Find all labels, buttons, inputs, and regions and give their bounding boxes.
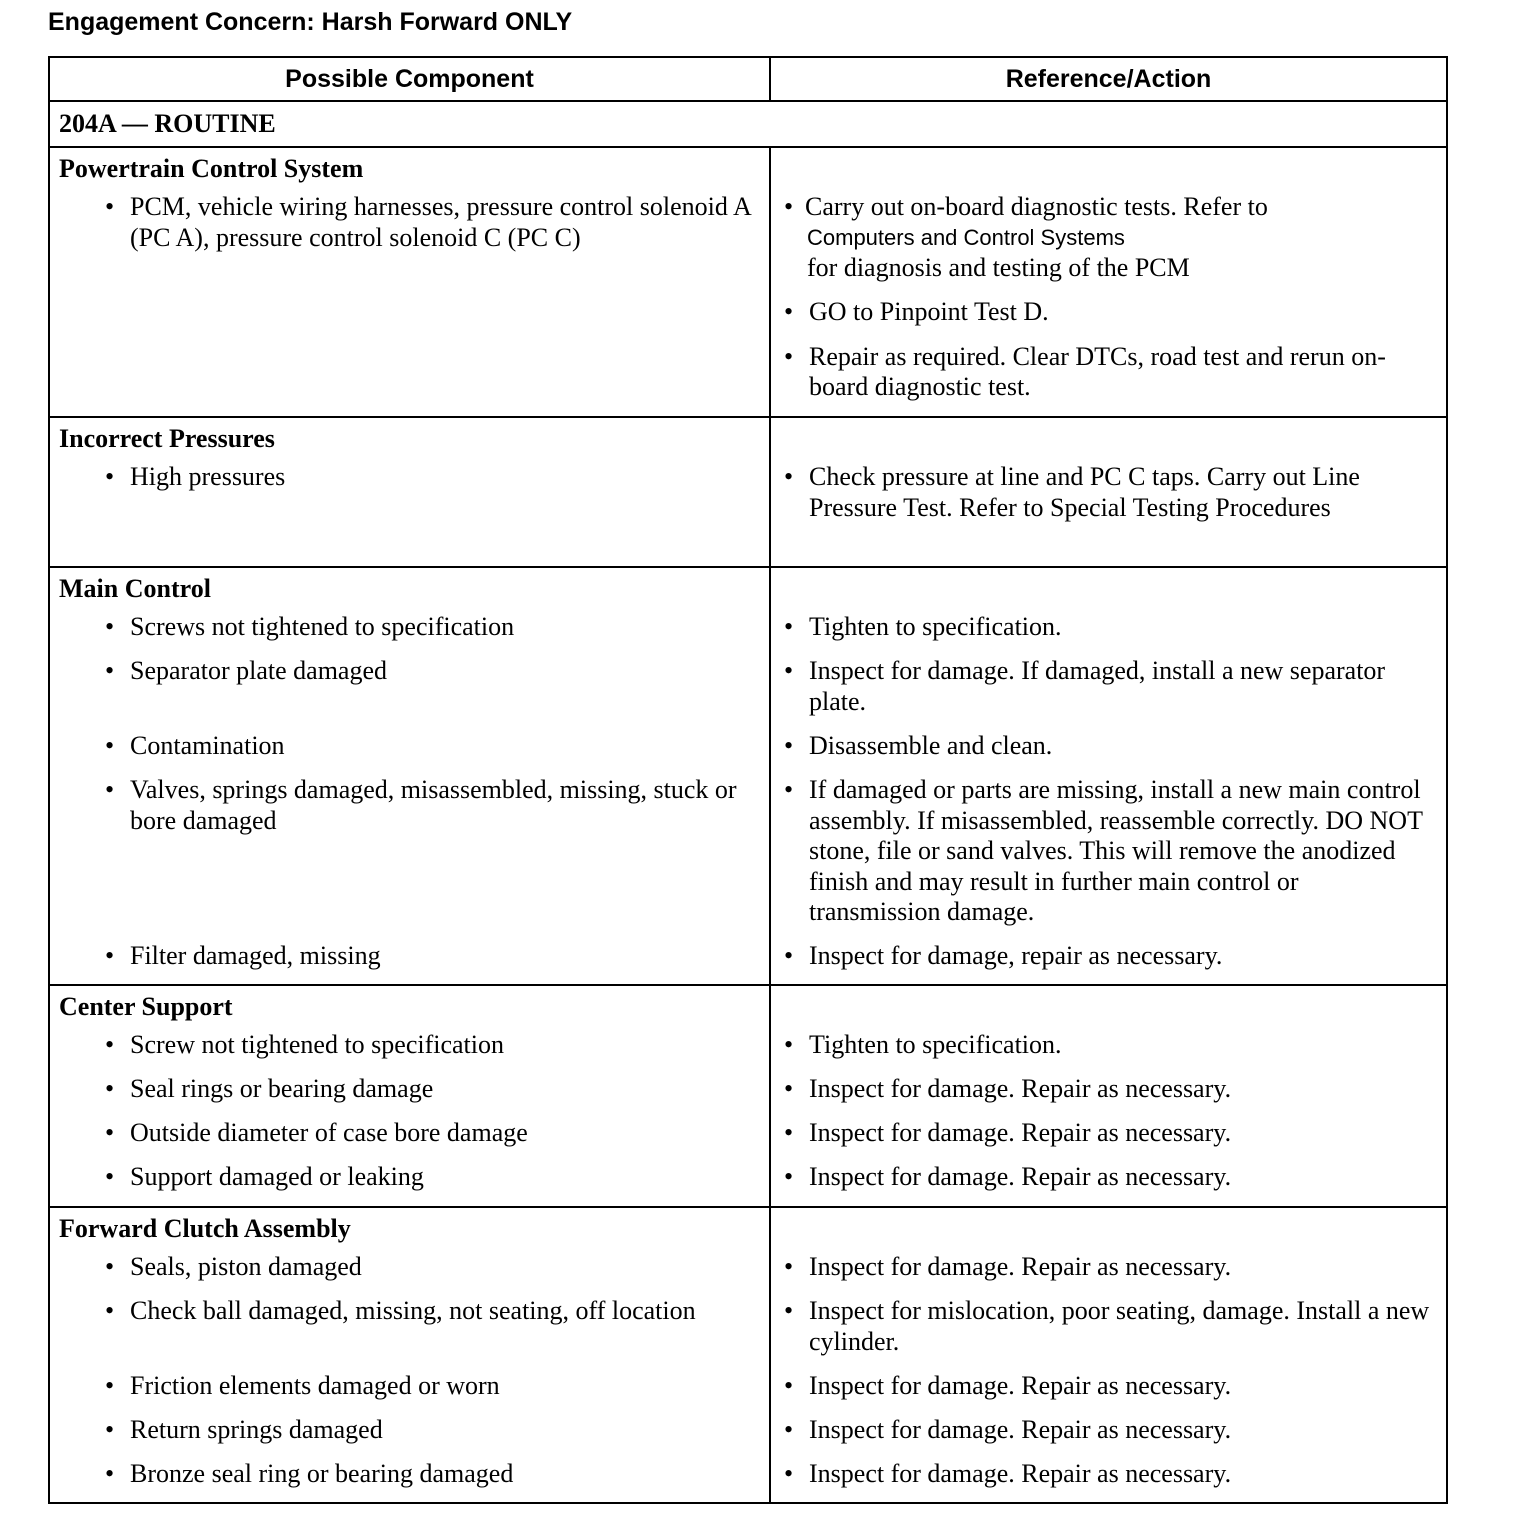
section-row — [49, 985, 1447, 1207]
action-item: • Inspect for damage. Repair as necessary. — [784, 1459, 1232, 1488]
section-row — [49, 417, 1447, 567]
component-item: • Check ball damaged, missing, not seating, off location — [105, 1296, 696, 1325]
table-header-row — [49, 57, 1447, 101]
section-heading: Incorrect Pressures — [59, 424, 275, 453]
component-cell — [49, 985, 770, 1207]
component-item: • Seal rings or bearing damage — [105, 1074, 434, 1103]
component-cell — [49, 1207, 770, 1503]
reference-link: Computers and Control Systems — [807, 224, 1125, 250]
action-item: • Carry out on-board diagnostic tests. Refer to Computers and Control Systems for diagnosis and testing of the PCM — [771, 192, 1446, 283]
action-cell — [770, 147, 1447, 417]
column-header-component: Possible Component — [49, 57, 770, 101]
section-row — [49, 1207, 1447, 1503]
action-item: • Inspect for damage. Repair as necessary. — [784, 1074, 1232, 1103]
action-item: • Inspect for damage. Repair as necessary. — [784, 1371, 1232, 1400]
section-heading: Center Support — [59, 992, 233, 1021]
action-item: • Inspect for damage. Repair as necessary. — [784, 1162, 1232, 1191]
action-item: • Inspect for damage, repair as necessary. — [784, 941, 1223, 970]
action-item: • Inspect for damage. Repair as necessary. — [784, 1415, 1232, 1444]
section-row — [49, 567, 1447, 985]
component-item: • High pressures — [105, 462, 286, 491]
component-item: • Valves, springs damaged, misassembled, missing, stuck or bore damaged — [105, 775, 737, 835]
action-item: • Check pressure at line and PC C taps. Carry out Line Pressure Test. Refer to Special Testing Procedures — [784, 462, 1360, 522]
routine-row — [49, 101, 1447, 147]
action-cell — [770, 985, 1447, 1207]
action-item: • Repair as required. Clear DTCs, road test and rerun on-board diagnostic test. — [784, 341, 1386, 401]
action-item: • Inspect for damage. If damaged, install a new separator plate. — [784, 656, 1386, 716]
component-item: • Filter damaged, missing — [105, 941, 381, 970]
action-item: • Tighten to specification. — [784, 1030, 1062, 1059]
action-item: • Inspect for damage. Repair as necessary. — [784, 1252, 1232, 1281]
action-item: • If damaged or parts are missing, install a new main control assembly. If misassembled, reassemble correctly. DO NOT stone, file or sand valves. This will remove the anodized finish and may result in further main control or transmission damage. — [784, 775, 1423, 926]
component-item: • Separator plate damaged — [105, 656, 387, 685]
section-heading: Forward Clutch Assembly — [59, 1214, 351, 1243]
component-item: • Screws not tightened to specification — [105, 612, 515, 641]
component-item: • Friction elements damaged or worn — [105, 1371, 500, 1400]
component-cell — [49, 567, 770, 985]
component-cell — [49, 417, 770, 567]
routine-label: 204A — ROUTINE — [49, 101, 1447, 147]
action-item: • Disassemble and clean. — [784, 731, 1053, 760]
component-item: • Screw not tightened to specification — [105, 1030, 505, 1059]
section-row — [49, 147, 1447, 417]
action-cell — [770, 417, 1447, 567]
component-cell — [49, 147, 770, 417]
action-item: • Inspect for damage. Repair as necessary. — [784, 1118, 1232, 1147]
section-heading: Powertrain Control System — [59, 154, 364, 183]
section-heading: Main Control — [59, 574, 211, 603]
component-item: • PCM, vehicle wiring harnesses, pressure control solenoid A (PC A), pressure control solenoid C (PC C) — [105, 192, 751, 252]
component-item: • Outside diameter of case bore damage — [105, 1118, 528, 1147]
diagnostic-table — [48, 56, 1448, 1504]
action-item: • Inspect for mislocation, poor seating, damage. Install a new cylinder. — [784, 1296, 1430, 1356]
page-title: Engagement Concern: Harsh Forward ONLY — [48, 8, 573, 36]
action-item: • GO to Pinpoint Test D. — [784, 297, 1049, 326]
action-cell — [770, 567, 1447, 985]
component-item: • Support damaged or leaking — [105, 1162, 424, 1191]
component-item: • Return springs damaged — [105, 1415, 383, 1444]
component-item: • Seals, piston damaged — [105, 1252, 362, 1281]
action-item: • Tighten to specification. — [784, 612, 1062, 641]
column-header-action: Reference/Action — [770, 57, 1447, 101]
component-item: • Contamination — [105, 731, 285, 760]
component-item: • Bronze seal ring or bearing damaged — [105, 1459, 514, 1488]
action-cell — [770, 1207, 1447, 1503]
